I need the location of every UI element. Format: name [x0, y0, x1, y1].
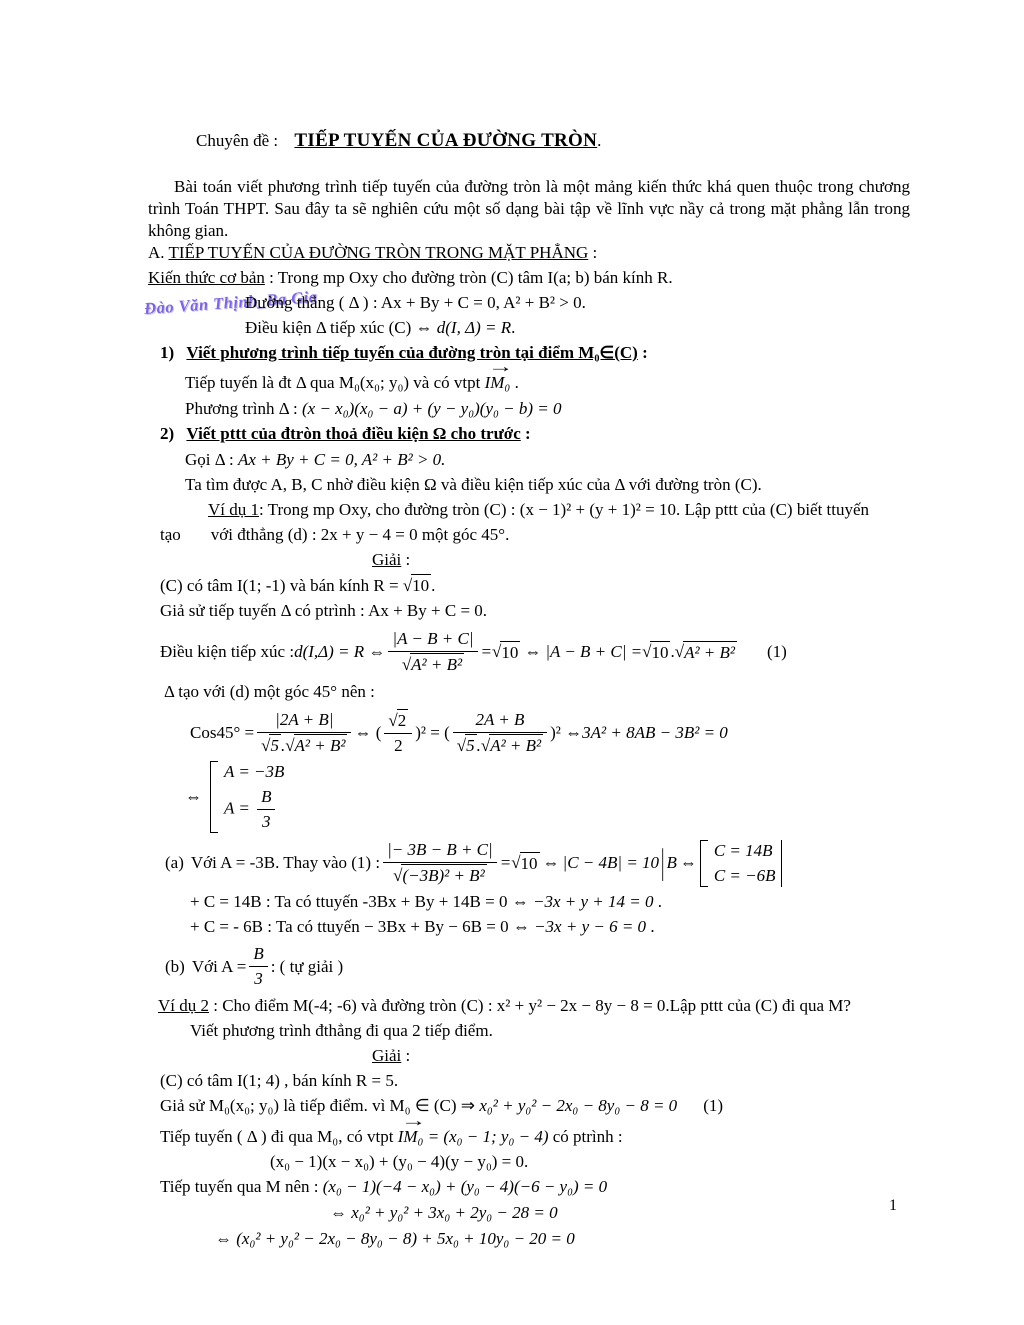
sqrt-radicand: 2 — [397, 711, 407, 730]
item-2-number: 2) — [160, 424, 175, 443]
s3-text: Tiếp tuyến ( Δ ) đi qua M₀, có vtpt — [160, 1127, 398, 1146]
cos-rhs: 3A² + 8AB − 3B² = 0 — [582, 723, 728, 742]
example-1-text-2: với đthẳng (d) : 2x + y − 4 = 0 một góc 45°. — [210, 525, 510, 544]
tangent-def-end: . — [510, 373, 519, 392]
solution-2-line-4: (x₀ − 1)(x − x₀) + (y₀ − 4)(y − y₀) = 0. — [270, 1152, 529, 1171]
solution-1-line-2: Giả sử tiếp tuyến Δ có ptrình : Ax + By + C = 0. — [160, 601, 488, 620]
s3-math: = (x₀ − 1; y₀ − 4) — [423, 1127, 549, 1146]
cases-block — [210, 761, 284, 833]
intro-paragraph: Bài toán viết phương trình tiếp tuyến của đường tròn là một mảng kiến thức khá quen thuộc trong chương trình Toán THPT. Sau đây ta sẽ nghiên cứu một số dạng bài tập về lĩnh vực nầy cả trong mặt phẳng lẫn trong không gian. — [148, 177, 910, 240]
giai-heading-2 — [148, 1045, 916, 1067]
example-2-statement-2: Viết phương trình đthẳng đi qua 2 tiếp điểm. — [190, 1021, 493, 1040]
cos-mid-3: )² ⇔ — [550, 723, 583, 742]
fraction-denominator — [388, 652, 477, 676]
dot-operator: . — [476, 736, 481, 755]
giai-colon-2: : — [401, 1046, 411, 1065]
doc-title: TIẾP TUYẾN CỦA ĐƯỜNG TRÒN — [294, 130, 598, 151]
tangent-equation — [148, 398, 916, 420]
followup-1-math: −3x + y + 14 = 0 — [533, 892, 654, 911]
doc-title-period: . — [597, 131, 602, 150]
solution-1-line-1 — [148, 574, 916, 597]
item-1-title: Viết phương trình tiếp tuyến của đường tròn tại điểm M₀∈(C) — [186, 343, 638, 362]
vector-arrow-icon: → — [487, 356, 512, 376]
sqrt-radicand: 5 — [270, 736, 279, 755]
case-b-suffix: : ( tự giải ) — [270, 956, 344, 976]
cond-fraction — [388, 628, 477, 676]
page-number: 1 — [889, 1197, 897, 1214]
vector-label: IM₀ — [484, 373, 511, 392]
fraction-denominator — [383, 863, 497, 887]
vector-label: IM₀ — [397, 1127, 424, 1146]
case-a-fraction — [383, 839, 497, 887]
basics-line — [148, 267, 916, 289]
cos-fraction-2 — [384, 709, 412, 757]
fraction-B-3 — [257, 786, 275, 833]
tao-word: tạo — [160, 525, 181, 544]
fraction-numerator: B — [257, 786, 275, 810]
vector-arrow-icon: → — [400, 1110, 425, 1130]
example-1-statement — [148, 499, 916, 521]
case-a-math-1: |C − 4B| = 10 — [562, 853, 660, 872]
cos-fraction-3 — [453, 709, 547, 757]
sqrt-sign: √ — [285, 736, 295, 755]
cos-mid-1: ⇔ ( — [354, 723, 382, 742]
center-radius-text: (C) có tâm I(1; -1) và bán kính R = — [160, 576, 403, 595]
followup-2-math: −3x + y − 6 = 0 — [534, 917, 647, 936]
angle-line: Δ tạo với (d) một góc 45° nên : — [164, 682, 375, 701]
giai-label-2: Giải — [372, 1046, 402, 1065]
case-b-label: (b) — [165, 956, 185, 976]
sqrt-sign: √ — [511, 853, 521, 872]
goi-math: Ax + By + C = 0, A² + B² > 0. — [237, 450, 446, 469]
cos-fraction-1 — [257, 709, 351, 757]
iff-symbol: ⇔ — [542, 853, 560, 872]
dot-operator: . — [280, 736, 286, 755]
sqrt-radicand: A² + B² — [411, 655, 463, 674]
item-2-title: Viết pttt của đtròn thoả điều kiện Ω cho trước — [186, 424, 521, 443]
tangent-def-text: Tiếp tuyến là đt Δ qua M₀(x₀; y₀) và có vtpt — [185, 373, 485, 392]
fraction-numerator — [384, 709, 412, 734]
period: . — [653, 892, 662, 911]
period: . — [646, 917, 655, 936]
cases-rows — [714, 840, 776, 887]
case-b-line — [148, 943, 916, 990]
sqrt-sign: √ — [388, 711, 398, 730]
item-1-suffix: : — [637, 343, 648, 362]
solution-2-line-3 — [148, 1110, 916, 1148]
sqrt-sign: √ — [402, 576, 413, 595]
cases-rows — [224, 761, 284, 833]
followup-2-text: + C = - 6B : Ta có ttuyến − 3Bx + By − 6B = 0 ⇔ — [190, 917, 535, 936]
line-duong-thang: Đường thẳng ( Δ ) : Ax + By + C = 0, A² + B² > 0. — [245, 293, 586, 312]
chuyen-de-label: Chuyên đề : — [196, 131, 279, 150]
sqrt-sign: √ — [393, 866, 403, 885]
dieu-kien-period: . — [511, 318, 516, 337]
fraction-denominator — [257, 733, 351, 757]
dieu-kien-text: Điều kiện Δ tiếp xúc (C) ⇔ — [245, 318, 437, 337]
case-row-2-pre: A = — [224, 798, 255, 818]
document-content — [148, 130, 916, 1253]
cond-math-2: |A − B + C| = — [545, 642, 643, 661]
case-row-1: A = −3B — [224, 762, 285, 781]
sqrt-radicand: 10 — [520, 853, 538, 873]
followup-1-text: + C = 14B : Ta có ttuyến -3Bx + By + 14B = 0 ⇔ — [190, 892, 533, 911]
fraction-numerator: |2A + B| — [257, 709, 351, 733]
case-b-text: Với A = — [191, 956, 247, 976]
cases-bracket — [700, 840, 708, 887]
tall-bar — [781, 840, 782, 887]
cond-label: Điều kiện tiếp xúc : — [160, 642, 295, 661]
case-a-label: (a) — [165, 853, 184, 872]
dieu-kien-math: d(I, Δ) = R — [436, 318, 512, 337]
iff-symbol: ⇔ — [524, 642, 542, 661]
dot-operator: . — [670, 642, 675, 661]
solution-2-line-6: ⇔ x₀² + y₀² + 3x₀ + 2y₀ − 28 = 0 — [330, 1203, 558, 1222]
example-1-text: : Trong mp Oxy, cho đường tròn (C) : (x − 1)² + (y + 1)² = 10. Lập pttt của (C) biết ttuyến — [259, 500, 870, 519]
section-a-suffix: : — [588, 243, 598, 262]
item-1-number: 1) — [160, 343, 175, 362]
solution-2-line-5 — [148, 1176, 916, 1198]
sqrt-sign: √ — [491, 642, 502, 661]
basics-label: Kiến thức cơ bản — [148, 268, 265, 287]
sqrt-radicand: 10 — [501, 642, 519, 662]
case-a-followup-2 — [148, 916, 916, 938]
sqrt-radicand: 5 — [466, 736, 475, 755]
s5-text: Tiếp tuyến qua M nên : — [160, 1177, 323, 1196]
fraction-denominator: 2 — [394, 736, 403, 755]
solution-2-line-2 — [148, 1095, 916, 1117]
header-line — [148, 130, 916, 152]
fraction-denominator: 3 — [262, 812, 271, 831]
period: . — [431, 576, 436, 595]
item-2-suffix: : — [520, 424, 531, 443]
giai-label-1: Giải — [372, 550, 402, 569]
solution-2-line-7: ⇔ (x₀² + y₀² − 2x₀ − 8y₀ − 8) + 5x₀ + 10y₀ − 20 = 0 — [215, 1229, 575, 1248]
tangent-eq-label: Phương trình Δ : — [185, 399, 302, 418]
section-a-title: TIẾP TUYẾN CỦA ĐƯỜNG TRÒN TRONG MẶT PHẲNG — [168, 243, 589, 262]
basics-text: : Trong mp Oxy cho đường tròn (C) tâm I(a; b) bán kính R. — [264, 268, 673, 287]
s3-end: có ptrình : — [548, 1127, 623, 1146]
solution-2-line-1: (C) có tâm I(1; 4) , bán kính R = 5. — [160, 1071, 399, 1090]
sqrt-sign: √ — [642, 642, 652, 661]
iff-symbol: ⇔ — [185, 787, 202, 806]
line-dieu-kien — [148, 317, 916, 339]
tangent-line-def — [148, 356, 916, 394]
watermark-signature: Đào Văn Thịnh_Ba Gia — [143, 286, 319, 319]
sqrt-radicand: 10 — [412, 576, 430, 595]
tall-bar: | — [661, 842, 665, 882]
case-a-text: Với A = -3B. Thay vào (1) : — [190, 853, 381, 872]
cases-bracket — [210, 761, 218, 833]
sqrt-sign: √ — [456, 736, 467, 755]
cond-eq: = — [480, 642, 492, 661]
sqrt-sign: √ — [480, 736, 491, 755]
fraction-numerator: |A − B + C| — [388, 628, 477, 652]
case-b-fraction — [249, 943, 267, 990]
tangency-condition-equation — [148, 628, 916, 676]
case-a-math-2: B — [666, 853, 677, 872]
fraction-denominator — [453, 733, 547, 757]
sqrt-sign: √ — [401, 655, 412, 674]
goi-label: Gọi Δ : — [185, 450, 238, 469]
case-a-eq: = — [499, 853, 512, 872]
fraction-denominator: 3 — [254, 969, 263, 988]
cases-block-C — [700, 840, 782, 887]
cos45-equation — [148, 709, 916, 757]
cos-mid-2: )² = ( — [415, 723, 450, 742]
case-row-1: C = 14B — [713, 840, 773, 860]
vector-IM0 — [397, 1110, 425, 1148]
sqrt-sign: √ — [674, 642, 685, 661]
sqrt-radicand: A² + B² — [294, 736, 346, 755]
section-a-heading — [148, 242, 916, 264]
case-row-2: C = −6B — [713, 865, 776, 885]
s5-math: (x₀ − 1)(−4 − x₀) + (y₀ − 4)(−6 − y₀) = 0 — [322, 1177, 608, 1196]
example-2-text: : Cho điểm M(-4; -6) và đường tròn (C) : x² + y² − 2x − 8y − 8 = 0.Lập pttt của (C) đi qua M? — [209, 996, 851, 1015]
giai-colon-1: : — [401, 550, 411, 569]
fraction-numerator: 2A + B — [453, 709, 547, 733]
cases-solution-A — [148, 761, 916, 833]
item-1-heading — [148, 342, 916, 364]
s2-text: Giả sử M₀(x₀; y₀) là tiếp điểm. vì M₀ ∈ (C) ⇒ — [160, 1096, 480, 1115]
example-1-statement-2 — [148, 524, 916, 546]
iff-symbol: ⇔ — [679, 853, 697, 872]
example-2-statement — [148, 995, 916, 1017]
sqrt-radicand: (−3B)² + B² — [402, 866, 485, 885]
case-a-line — [148, 839, 916, 887]
case-row-2 — [224, 786, 284, 833]
example-1-label: Ví dụ 1 — [208, 500, 259, 519]
giai-heading-1 — [148, 549, 916, 571]
sqrt-sign: √ — [261, 736, 271, 755]
item-2-heading — [148, 423, 916, 445]
equation-tag-1: (1) — [767, 642, 787, 661]
equation-tag-2: (1) — [703, 1096, 724, 1115]
sqrt-radicand: A² + B² — [490, 736, 542, 755]
cond-math-1: d(I,Δ) = R ⇔ — [294, 642, 386, 661]
cos-lhs: Cos45° = — [190, 723, 255, 742]
tangent-eq-math: (x − x₀)(x₀ − a) + (y − y₀)(y₀ − b) = 0 — [301, 399, 562, 418]
sqrt-radicand: A² + B² — [684, 642, 736, 662]
ta-tim-line: Ta tìm được A, B, C nhờ điều kiện Ω và điều kiện tiếp xúc của Δ với đường tròn (C). — [185, 475, 762, 494]
fraction-numerator: |− 3B − B + C| — [383, 839, 497, 863]
fraction-numerator: B — [249, 943, 267, 967]
sqrt-radicand: 10 — [651, 642, 669, 662]
case-a-followup-1 — [148, 891, 916, 913]
goi-line — [148, 449, 916, 471]
s2-math: x₀² + y₀² − 2x₀ − 8y₀ − 8 = 0 — [479, 1096, 678, 1115]
section-a-prefix: A. — [148, 243, 169, 262]
example-2-label: Ví dụ 2 — [158, 996, 209, 1015]
vector-IM0 — [484, 356, 512, 394]
